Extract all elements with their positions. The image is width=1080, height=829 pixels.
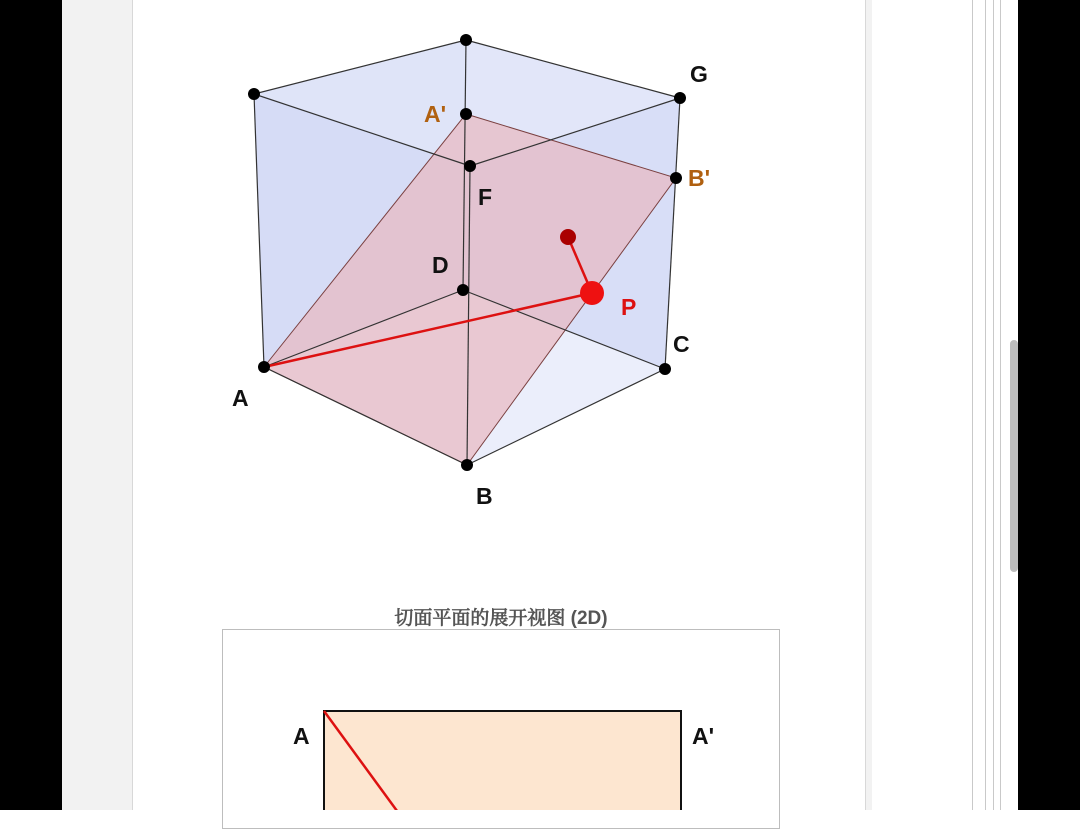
label-P: P xyxy=(621,294,637,320)
vertex-B-dot[interactable] xyxy=(461,459,473,471)
label-D: D xyxy=(432,252,449,278)
vertex-C-dot[interactable] xyxy=(659,363,671,375)
vertex-dot[interactable] xyxy=(248,88,260,100)
point-P[interactable] xyxy=(580,281,604,305)
vertex-B-prime-dot[interactable] xyxy=(670,172,682,184)
unfolding-view xyxy=(222,629,780,829)
projection-point[interactable] xyxy=(560,229,576,245)
label-A-prime: A' xyxy=(424,101,447,127)
vertex-D-dot[interactable] xyxy=(457,284,469,296)
unfolding-title: 切面平面的展开视图 (2D) xyxy=(394,608,608,629)
label-G: G xyxy=(690,61,708,87)
vertex-dot[interactable] xyxy=(460,34,472,46)
label-B-prime: B' xyxy=(688,165,711,191)
unfold-label-A: A xyxy=(293,723,310,749)
unfold-label-A-prime: A' xyxy=(692,723,715,749)
label-B: B xyxy=(476,483,493,509)
vertex-F-dot[interactable] xyxy=(464,160,476,172)
label-A: A xyxy=(232,385,249,411)
label-F: F xyxy=(478,184,493,210)
vertex-G-dot[interactable] xyxy=(674,92,686,104)
vertex-A-dot[interactable] xyxy=(258,361,270,373)
vertex-A-prime-dot[interactable] xyxy=(460,108,472,120)
label-C: C xyxy=(673,331,690,357)
